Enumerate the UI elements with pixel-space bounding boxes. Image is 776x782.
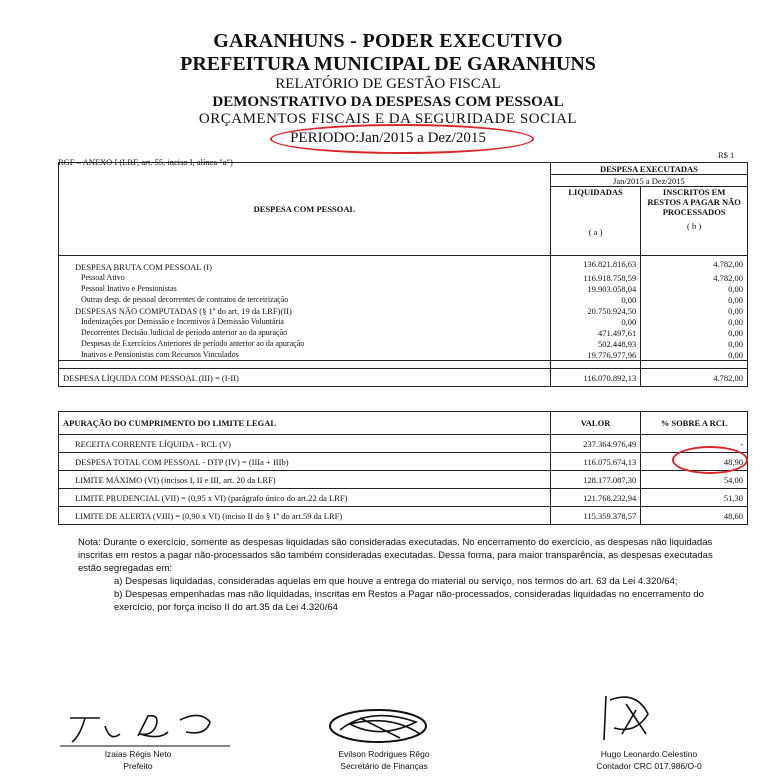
legal-limit-table xyxy=(58,411,748,525)
row-label: DESPESA TOTAL COM PESSOAL - DTP (IV) = (IIIa + IIIb) xyxy=(59,453,551,471)
table-row xyxy=(59,489,748,507)
row-value-a: 136.821.816,63 xyxy=(550,256,640,273)
table-row xyxy=(59,435,748,453)
row-label: Pessoal Inativo e Pensionistas xyxy=(59,283,551,294)
row-value-b: 0,00 xyxy=(641,327,748,338)
signature-secretary-name: Evilson Rodrigues Rêgo xyxy=(338,749,430,759)
signature-accountant-scribble xyxy=(596,690,666,746)
period-highlight-oval xyxy=(270,124,534,154)
row-value-b: 0,00 xyxy=(641,349,748,361)
row-value: 116.075.674,13 xyxy=(550,453,640,471)
row-value: 128.177.087,30 xyxy=(550,471,640,489)
title-municipality: GARANHUNS - PODER EXECUTIVO xyxy=(213,30,563,52)
row-pct: 51,30 xyxy=(641,489,748,507)
row-label: DESPESA BRUTA COM PESSOAL (I) xyxy=(59,256,551,273)
total-value-b: 4.782,00 xyxy=(641,369,748,387)
signature-accountant-name: Hugo Leonardo Celestino xyxy=(600,749,698,759)
signature-accountant-role: Contador CRC 017.986/O-0 xyxy=(596,761,702,771)
col-title-apuracao: APURAÇÃO DO CUMPRIMENTO DO LIMITE LEGAL xyxy=(59,412,551,435)
row-pct: 48,60 xyxy=(641,507,748,525)
table-row-total xyxy=(59,369,748,387)
col-valor: VALOR xyxy=(550,412,640,435)
annex-label: RGF – ANEXO I (LRF, art. 55, inciso I, alínea "a") xyxy=(58,157,233,167)
row-label: Inativos e Pensionistas com Recursos Vinculados xyxy=(59,349,551,361)
row-value-b: 0,00 xyxy=(641,316,748,327)
row-pct: - xyxy=(641,435,748,453)
row-value: 115.359.378,57 xyxy=(550,507,640,525)
col-title-despesa: DESPESA COM PESSOAL xyxy=(59,163,551,256)
signature-secretary xyxy=(324,748,444,772)
row-label: LIMITE PRUDENCIAL (VII) = (0,95 x VI) (parágrafo único do art.22 da LRF) xyxy=(59,489,551,507)
row-value: 237.364.976,49 xyxy=(550,435,640,453)
title-budget: ORÇAMENTOS FISCAIS E DA SEGURIDADE SOCIAL xyxy=(198,111,578,127)
row-value: 121.768.232,94 xyxy=(550,489,640,507)
row-value-b: 0,00 xyxy=(641,294,748,305)
dtp-pct-highlight-oval xyxy=(672,446,748,474)
row-label: Despesas de Exercícios Anteriores de período anterior ao da apuração xyxy=(59,338,551,349)
table-row xyxy=(59,316,748,327)
col-b-sub: ( b ) xyxy=(687,221,702,231)
note-block xyxy=(78,536,738,614)
currency-label: R$ 1 xyxy=(718,150,735,160)
signature-accountant xyxy=(584,748,714,772)
title-report: RELATÓRIO DE GESTÃO FISCAL xyxy=(275,76,501,92)
table-row xyxy=(59,453,748,471)
title-statement: DEMONSTRATIVO DA DESPESAS COM PESSOAL xyxy=(212,94,564,110)
row-value-a: 116.918.758,59 xyxy=(550,272,640,283)
row-value-a: 19.776.977,96 xyxy=(550,349,640,361)
table-row xyxy=(59,272,748,283)
row-value-b: 4.782,00 xyxy=(641,256,748,273)
title-prefeitura: PREFEITURA MUNICIPAL DE GARANHUNS xyxy=(180,53,596,75)
table-row xyxy=(59,294,748,305)
row-label: DESPESAS NÃO COMPUTADAS (§ 1º do art. 19 da LRF)(II) xyxy=(59,305,551,316)
total-label: DESPESA LÍQUIDA COM PESSOAL (III) = (I-II) xyxy=(59,369,551,387)
row-label: Indenizações por Demissão e Incentivos à Demissão Voluntária xyxy=(59,316,551,327)
table-row xyxy=(59,338,748,349)
signature-mayor-role: Prefeito xyxy=(123,761,153,771)
note-item-a: a) Despesas liquidadas, consideradas aquelas em que houve a entrega do material ou serviço, nos termos do art. 63 da Lei 4.320/64; xyxy=(114,576,678,587)
total-value-a: 116.070.892,13 xyxy=(550,369,640,387)
table-row xyxy=(59,305,748,316)
table2-body xyxy=(59,435,748,525)
note-main: Nota: Durante o exercício, somente as despesas liquidadas são consideradas executadas. No encerramento do exercício, as despesas não liquidadas inscritas em restos a pagar não-processados são também consideradas executadas. Dessa forma, para maior transparência, as despesas executadas estão segregadas em: xyxy=(78,537,713,574)
signature-mayor-name: Izaias Régis Neto xyxy=(104,749,172,759)
row-label: LIMITE MÁXIMO (VI) (incisos I, II e III, art. 20 da LRF) xyxy=(59,471,551,489)
row-label: RECEITA CORRENTE LÍQUIDA - RCL (V) xyxy=(59,435,551,453)
row-value-a: 502.448,93 xyxy=(550,338,640,349)
row-value-a: 0,00 xyxy=(550,316,640,327)
row-value-b: 0,00 xyxy=(641,338,748,349)
col-pct: % SOBRE A RCL xyxy=(641,412,748,435)
signature-secretary-scribble xyxy=(320,700,440,750)
row-label: Pessoal Ativo xyxy=(59,272,551,283)
table-row xyxy=(59,471,748,489)
signature-mayor xyxy=(88,748,188,772)
table-row xyxy=(59,327,748,338)
period-label: PERIODO:Jan/2015 a Dez/2015 xyxy=(290,130,486,146)
signature-mayor-scribble xyxy=(60,706,230,750)
col-a-sub: ( a ) xyxy=(588,227,603,237)
col-exec-period: Jan/2015 a Dez/2015 xyxy=(550,175,747,187)
signature-secretary-role: Secretário de Finanças xyxy=(340,761,428,771)
note-item-b: b) Despesas empenhadas mas não liquidadas, inscritas em Restos a Pagar não-processados, consideradas liquidadas no encerramento do exercício, por força inciso II do art.35 da Lei 4.320/64 xyxy=(114,589,704,613)
table-row xyxy=(59,283,748,294)
row-label: Outras desp. de pessoal decorrentes de contratos de terceirização xyxy=(59,294,551,305)
row-value-a: 19.903.058,04 xyxy=(550,283,640,294)
row-value-a: 0,00 xyxy=(550,294,640,305)
row-label: LIMITE DE ALERTA (VIII) = (0,90 x VI) (inciso II do § 1º do art.59 da LRF) xyxy=(59,507,551,525)
table-row xyxy=(59,256,748,273)
row-pct: 54,00 xyxy=(641,471,748,489)
row-value-b: 0,00 xyxy=(641,305,748,316)
table-row xyxy=(59,507,748,525)
col-a-label: LIQUIDADAS xyxy=(568,187,623,197)
col-exec-header: DESPESA EXECUTADAS xyxy=(550,163,747,175)
row-value-b: 4.782,00 xyxy=(641,272,748,283)
row-value-a: 471.497,61 xyxy=(550,327,640,338)
col-a-header xyxy=(550,187,640,256)
row-pct: 48,90 xyxy=(641,453,748,471)
row-label: Decorrentes Decisão Judicial de período anterior ao da apuração xyxy=(59,327,551,338)
row-value-a: 20.750.924,50 xyxy=(550,305,640,316)
col-b-label: INSCRITOS EM RESTOS A PAGAR NÃO PROCESSADOS xyxy=(647,187,741,217)
row-value-b: 0,00 xyxy=(641,283,748,294)
table1-body xyxy=(59,256,748,361)
table-row xyxy=(59,349,748,361)
personnel-expense-table xyxy=(58,162,748,387)
col-b-header xyxy=(641,187,748,256)
